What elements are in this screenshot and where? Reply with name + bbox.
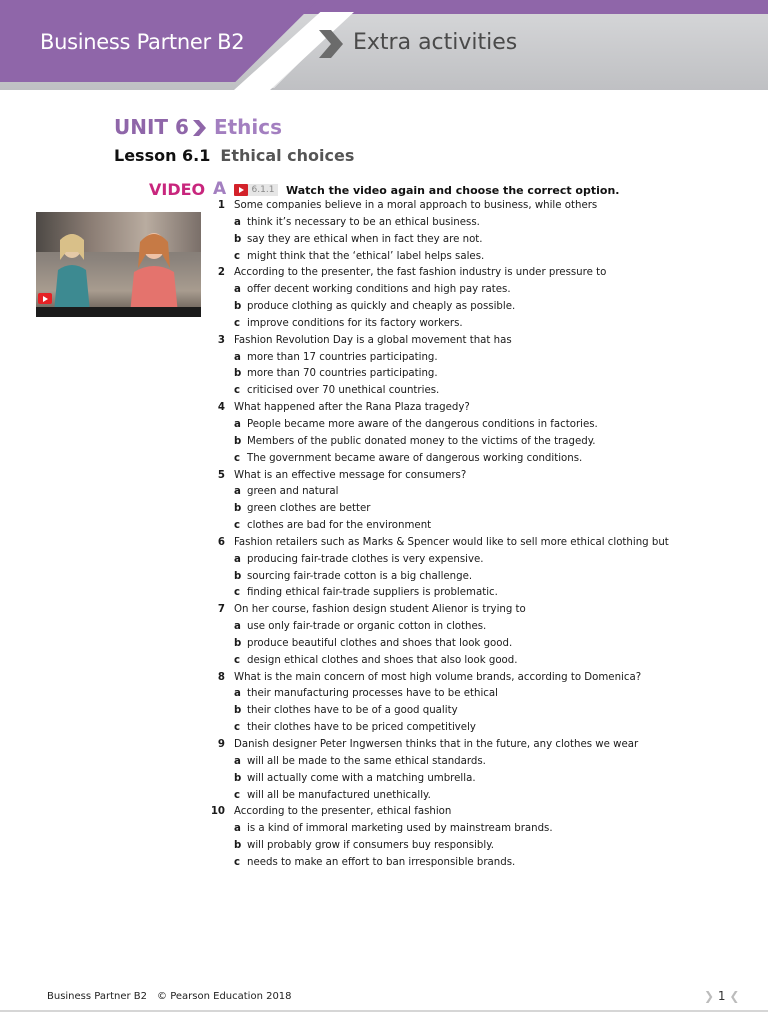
option-text: criticised over 70 unethical countries. [247,385,440,397]
answer-option[interactable] [0,419,768,436]
answer-option[interactable] [0,554,768,571]
option-letter: a [234,486,241,498]
question-text: On her course, fashion design student Alienor is trying to [234,604,526,616]
footer-book-title: Business Partner B2 [47,991,148,1002]
question-text: What is the main concern of most high volume brands, according to Domenica? [234,671,642,683]
question-item [0,537,768,554]
option-text: produce beautiful clothes and shoes that look good. [247,637,513,649]
option-letter: b [234,705,242,717]
option-text: green clothes are better [247,503,371,515]
question-item [0,470,768,487]
question-item [0,200,768,217]
option-text: The government became aware of dangerous working conditions. [247,452,583,464]
option-text: will actually come with a matching umbrella. [247,772,476,784]
brand-title: Business Partner B2 [40,30,245,54]
option-text: will all be made to the same ethical standards. [247,755,486,767]
video-play-icon[interactable] [234,184,248,196]
footer-rule [0,1010,768,1012]
option-letter: b [234,840,242,852]
unit-label: UNIT 6 [114,115,189,139]
option-text: will all be manufactured unethically. [247,789,431,801]
question-number: 8 [217,671,225,683]
answer-option[interactable] [0,840,768,857]
exercise-type-label: VIDEO [149,180,206,199]
option-text: producing fair-trade clothes is very expensive. [247,553,484,565]
question-text: Fashion retailers such as Marks & Spencer would like to sell more ethical clothing but [234,536,669,548]
option-letter: b [234,503,242,515]
option-text: say they are ethical when in fact they are not. [247,233,483,245]
lesson-number: Lesson 6.1 [114,146,211,165]
question-text: Fashion Revolution Day is a global movement that has [234,334,512,346]
answer-option[interactable] [0,301,768,318]
option-text: use only fair-trade or organic cotton in clothes. [247,621,487,633]
option-letter: b [234,368,242,380]
question-item [0,335,768,352]
answer-option[interactable] [0,621,768,638]
footer [47,991,292,1002]
question-number: 5 [217,469,225,481]
question-text: According to the presenter, ethical fashion [234,806,452,818]
option-letter: c [234,520,241,532]
answer-option[interactable] [0,756,768,773]
answer-option[interactable] [0,722,768,739]
video-reference: 6.1.1 [248,184,278,196]
option-letter: c [234,250,241,262]
option-letter: c [234,385,241,397]
answer-option[interactable] [0,705,768,722]
option-text: needs to make an effort to ban irresponsible brands. [247,856,516,868]
next-page-icon[interactable]: ❯ [704,989,715,1003]
question-text: Some companies believe in a moral approach to business, while others [234,200,598,211]
footer-copyright: © Pearson Education 2018 [157,991,292,1002]
question-number: 6 [217,536,225,548]
option-text: more than 17 countries participating. [247,351,438,363]
option-text: produce clothing as quickly and cheaply as possible. [247,301,516,313]
question-number: 9 [217,739,225,750]
answer-option[interactable] [0,823,768,840]
answer-option[interactable] [0,251,768,268]
option-text: their clothes have to be priced competitively [247,722,476,734]
option-letter: a [234,755,241,767]
question-number: 4 [217,402,225,414]
question-list [0,200,768,874]
option-letter: c [234,856,241,868]
exercise-letter: A [213,179,227,199]
option-text: offer decent working conditions and high pay rates. [247,284,511,296]
option-text: might think that the ‘ethical’ label helps sales. [247,250,485,262]
question-item [0,739,768,756]
option-letter: b [234,772,242,784]
option-letter: b [234,435,242,447]
answer-option[interactable] [0,503,768,520]
option-letter: c [234,789,241,801]
answer-option[interactable] [0,385,768,402]
option-text: will probably grow if consumers buy responsibly. [247,840,495,852]
option-text: sourcing fair-trade cotton is a big challenge. [247,570,473,582]
question-item [0,402,768,419]
option-letter: c [234,587,241,599]
question-number: 1 [217,200,225,211]
option-letter: c [234,452,241,464]
answer-option[interactable] [0,453,768,470]
question-item [0,267,768,284]
answer-option[interactable] [0,790,768,807]
answer-option[interactable] [0,655,768,672]
question-number: 3 [217,334,225,346]
option-text: think it’s necessary to be an ethical business. [247,216,480,228]
option-text: clothes are bad for the environment [247,520,432,532]
option-letter: a [234,216,241,228]
option-text: green and natural [247,486,339,498]
answer-option[interactable] [0,773,768,790]
option-letter: b [234,570,242,582]
lesson-heading [114,146,354,165]
answer-option[interactable] [0,436,768,453]
option-text: is a kind of immoral marketing used by mainstream brands. [247,823,553,835]
option-letter: b [234,301,242,313]
option-letter: a [234,284,241,296]
option-letter: a [234,351,241,363]
answer-option[interactable] [0,520,768,537]
option-text: People became more aware of the dangerous conditions in factories. [247,418,598,430]
option-text: their clothes have to be of a good quality [247,705,458,717]
option-letter: b [234,233,242,245]
option-letter: c [234,317,241,329]
option-letter: c [234,722,241,734]
answer-option[interactable] [0,284,768,301]
question-number: 10 [210,806,225,818]
question-number: 2 [217,267,225,279]
lesson-title: Ethical choices [220,146,355,165]
section-title: Extra activities [353,30,518,55]
answer-option[interactable] [0,857,768,874]
answer-option[interactable] [0,352,768,369]
exercise-instruction: Watch the video again and choose the correct option. [286,184,620,197]
question-item [0,672,768,689]
unit-heading [114,115,282,141]
unit-title: Ethics [213,115,283,139]
option-text: finding ethical fair-trade suppliers is problematic. [247,587,498,599]
question-item [0,806,768,823]
question-text: What is an effective message for consumers? [234,469,467,481]
answer-option[interactable] [0,486,768,503]
option-letter: b [234,637,242,649]
answer-option[interactable] [0,217,768,234]
answer-option[interactable] [0,571,768,588]
answer-option[interactable] [0,234,768,251]
option-letter: c [234,654,241,666]
option-letter: a [234,621,241,633]
option-text: more than 70 countries participating. [247,368,438,380]
question-text: What happened after the Rana Plaza tragedy? [234,402,470,414]
question-text: Danish designer Peter Ingwersen thinks that in the future, any clothes we wear [234,739,639,750]
option-text: Members of the public donated money to the victims of the tragedy. [247,435,596,447]
option-letter: a [234,688,241,700]
option-text: improve conditions for its factory workers. [247,317,463,329]
question-item [0,604,768,621]
option-letter: a [234,823,241,835]
option-letter: a [234,553,241,565]
answer-option[interactable] [0,688,768,705]
option-text: design ethical clothes and shoes that also look good. [247,654,518,666]
page-navigation [704,989,739,1003]
chevron-right-icon [193,117,206,141]
answer-option[interactable] [0,368,768,385]
option-text: their manufacturing processes have to be ethical [247,688,498,700]
question-number: 7 [217,604,225,616]
option-letter: a [234,418,241,430]
answer-option[interactable] [0,587,768,604]
chevron-right-icon [319,30,343,58]
question-text: According to the presenter, the fast fashion industry is under pressure to [234,267,607,279]
answer-option[interactable] [0,638,768,655]
page-number: 1 [717,989,726,1003]
previous-page-icon[interactable]: ❮ [729,989,740,1003]
answer-option[interactable] [0,318,768,335]
